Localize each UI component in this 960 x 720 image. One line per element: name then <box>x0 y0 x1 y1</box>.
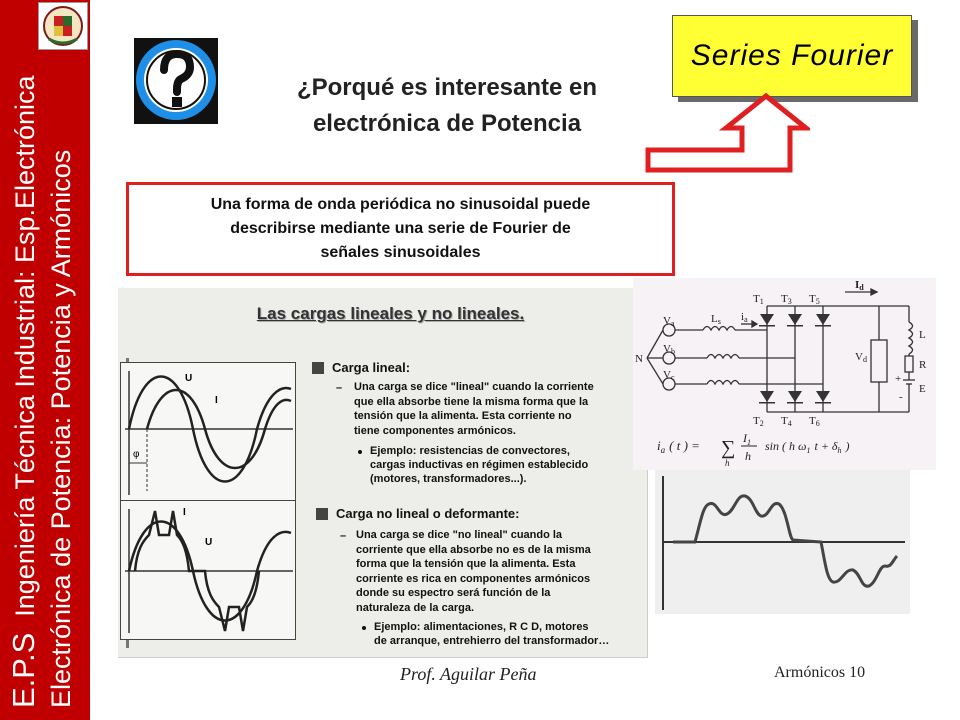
page-title <box>232 70 662 142</box>
linear-example-2: cargas inductivas en régimen establecido <box>370 459 589 471</box>
nonlinear-example-2: de arranque, entrehierro del transformador… <box>374 635 610 647</box>
definition-line-3: señales sinusoidales <box>320 244 481 261</box>
footer-author: Prof. Aguilar Peña <box>400 664 537 684</box>
dash: – <box>340 530 347 542</box>
t1-label: T1 <box>753 293 764 306</box>
nonlinear-load-waveform <box>120 500 296 640</box>
distorted-current-waveform <box>655 470 910 614</box>
plus-label: + <box>895 373 902 385</box>
linear-load-example <box>370 444 588 486</box>
page-title-line-2: electrónica de Potencia <box>312 110 582 137</box>
r-label: R <box>919 359 927 371</box>
linear-line-1: Una carga se dice "lineal" cuando la corriente <box>354 381 594 393</box>
up-arrow-icon <box>640 92 810 174</box>
definition-line-2: describirse mediante una serie de Fourier de <box>230 220 571 237</box>
series-fourier-note[interactable] <box>672 15 912 97</box>
sidebar-text <box>0 0 90 720</box>
formula-numerator: $I_1$ <box>743 431 751 447</box>
ia-label: ia <box>741 311 748 324</box>
nonlinear-line-3: forma que la tensión que la alimenta. Esta <box>356 558 576 570</box>
t2-label: T2 <box>753 415 764 428</box>
definition-box <box>126 182 675 276</box>
va-label: Va <box>663 315 675 328</box>
linear-example-1: Ejemplo: resistencias de convectores, <box>370 445 570 457</box>
formula-denominator: h <box>745 449 751 463</box>
linear-line-2: que ella absorbe tiene la misma forma que la <box>354 395 589 408</box>
vc-label: Vc <box>663 369 675 382</box>
nonlinear-load-example <box>374 620 609 648</box>
t3-label: T3 <box>781 293 792 306</box>
nonlinear-line-5: donde su espectro será función de la <box>356 587 551 599</box>
wave-phi-label: φ <box>133 449 140 460</box>
ls-label: Ls <box>711 313 721 326</box>
scan-heading: Las cargas lineales y no lineales. <box>256 304 525 323</box>
bullet-square <box>312 362 324 374</box>
wave-u-label: U <box>185 373 193 384</box>
minus-label: - <box>899 391 903 403</box>
scanned-page <box>118 288 648 658</box>
linear-load-waveform <box>120 362 296 502</box>
school-label: E.P.S <box>6 632 41 708</box>
sum-index: h <box>725 458 730 468</box>
linear-example-3: (motores, transformadores...). <box>370 473 527 485</box>
linear-load-title: Carga lineal: <box>332 360 411 375</box>
t4-label: T4 <box>781 415 792 428</box>
nonlinear-line-4: corriente es rica en componentes armónicos <box>356 572 591 585</box>
vd-label: Vd <box>855 351 867 364</box>
linear-line-3: tensión que la alimenta. Esta corriente no <box>354 410 572 422</box>
rectifier-circuit-diagram <box>633 278 936 470</box>
nonlinear-line-1: Una carga se dice "no lineal" cuando la <box>356 529 563 541</box>
dash: – <box>336 382 343 394</box>
bullet-square <box>316 508 328 520</box>
university-logo <box>38 2 88 50</box>
series-fourier-label: Series Fourier <box>690 39 894 72</box>
sidebar-line-1 <box>6 0 43 708</box>
linear-line-4: tiene componentes armónicos. <box>354 424 516 437</box>
wave-i-label: I <box>215 395 218 406</box>
degree-label: Ingeniería Técnica Industrial: Esp.Electrónica <box>10 75 40 617</box>
e-label: E <box>919 383 926 395</box>
linear-load-description <box>354 380 594 438</box>
nonlinear-load-title: Carga no lineal o deformante: <box>336 506 520 521</box>
bullet-dot <box>358 450 362 454</box>
bullet-dot <box>362 626 366 630</box>
wave-u-label: U <box>205 537 213 548</box>
nonlinear-line-2: corriente que ella absorbe no es de la misma <box>356 543 591 556</box>
wave-i-label: I <box>183 507 186 518</box>
vb-label: Vb <box>663 343 675 356</box>
sum-symbol: ∑ <box>721 437 736 459</box>
neutral-label: N <box>635 353 643 365</box>
t6-label: T6 <box>809 415 820 428</box>
sidebar-line-2: Electrónica de Potencia: Potencia y Armónicos <box>46 149 76 708</box>
harmonic-formula: $i_a$ ( t ) = <box>657 438 700 455</box>
nonlinear-line-6: naturaleza de la carga. <box>356 601 474 614</box>
id-label: Id <box>855 279 864 292</box>
question-icon <box>130 32 222 128</box>
formula-sine: sin ( h $\omega_1$ $t + \delta_h$ ) <box>765 439 850 455</box>
page-title-line-1: ¿Porqué es interesante en <box>296 74 598 101</box>
nonlinear-example-1: Ejemplo: alimentaciones, R C D, motores <box>374 621 589 633</box>
l-label: L <box>919 329 926 341</box>
sidebar-band <box>0 0 90 720</box>
t5-label: T5 <box>809 293 820 306</box>
footer-slide-number: Armónicos 10 <box>774 664 866 681</box>
definition-text <box>211 193 591 265</box>
definition-line-1: Una forma de onda periódica no sinusoidal puede <box>210 196 591 213</box>
nonlinear-load-description <box>356 528 591 615</box>
